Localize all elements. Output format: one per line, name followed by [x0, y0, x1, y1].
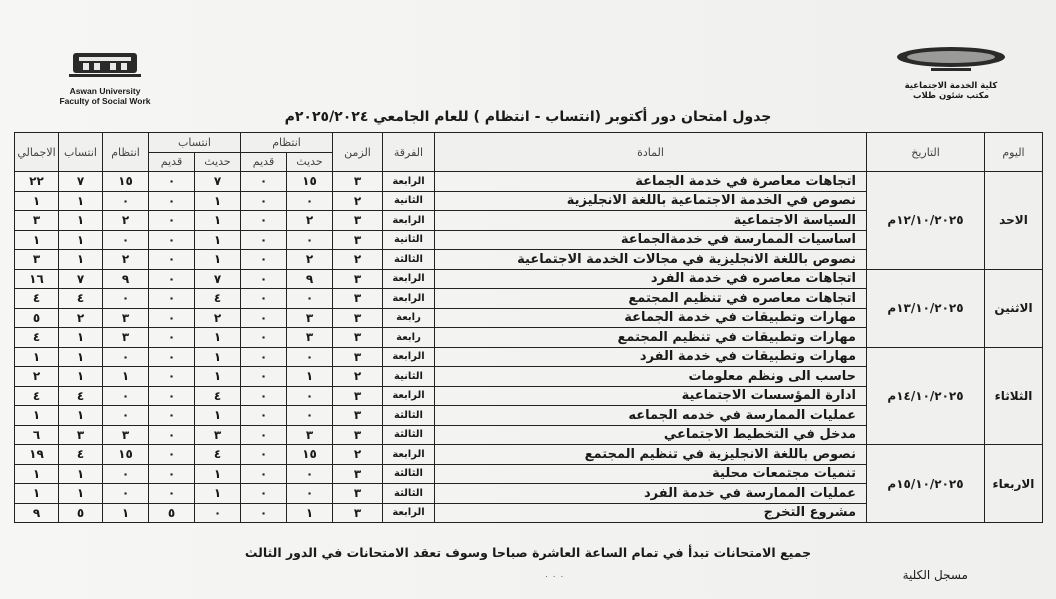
- subject-cell: مهارات وتطبيقات في تنظيم المجتمع: [435, 328, 867, 348]
- affiliated-total-cell: ١: [59, 250, 103, 270]
- affiliated-total-cell: ١: [59, 347, 103, 367]
- subject-cell: نصوص في الخدمة الاجتماعية باللغة الانجليزية: [435, 191, 867, 211]
- time-cell: ٣: [333, 230, 383, 250]
- faint-text: . . .: [545, 570, 565, 580]
- affiliated-new-cell: ١: [195, 406, 241, 426]
- regular-new-cell: ٠: [287, 386, 333, 406]
- time-cell: ٣: [333, 386, 383, 406]
- subject-cell: مشروع التخرج: [435, 503, 867, 523]
- regular-total-cell: ٠: [103, 191, 149, 211]
- grand-total-cell: ١: [15, 464, 59, 484]
- affiliated-new-cell: ٧: [195, 269, 241, 289]
- affiliated-total-cell: ٤: [59, 386, 103, 406]
- regular-old-cell: ٠: [241, 172, 287, 192]
- affiliated-old-cell: ٠: [149, 308, 195, 328]
- subject-cell: نصوص باللغة الانجليزية في تنظيم المجتمع: [435, 445, 867, 465]
- regular-new-cell: ٢: [287, 250, 333, 270]
- regular-new-cell: ٠: [287, 230, 333, 250]
- col-affiliated-new: حديث: [195, 152, 241, 172]
- year-cell: الرابعة: [383, 445, 435, 465]
- affiliated-old-cell: ٠: [149, 230, 195, 250]
- grand-total-cell: ٤: [15, 386, 59, 406]
- affiliated-total-cell: ١: [59, 464, 103, 484]
- subject-cell: اتجاهات معاصره في تنظيم المجتمع: [435, 289, 867, 309]
- regular-old-cell: ٠: [241, 289, 287, 309]
- grand-total-cell: ٣: [15, 250, 59, 270]
- date-cell: ١٥/١٠/٢٠٢٥م: [867, 445, 985, 523]
- affiliated-old-cell: ٠: [149, 191, 195, 211]
- year-cell: الرابعة: [383, 211, 435, 231]
- affiliated-new-cell: ٢: [195, 308, 241, 328]
- subject-cell: مهارات وتطبيقات في خدمة الجماعة: [435, 308, 867, 328]
- day-cell: الاثنين: [985, 269, 1043, 347]
- affiliated-total-cell: ١: [59, 406, 103, 426]
- regular-total-cell: ٣: [103, 308, 149, 328]
- affiliated-new-cell: ١: [195, 484, 241, 504]
- time-cell: ٢: [333, 445, 383, 465]
- regular-old-cell: ٠: [241, 269, 287, 289]
- regular-total-cell: ١: [103, 367, 149, 387]
- regular-new-cell: ٠: [287, 191, 333, 211]
- regular-new-cell: ٠: [287, 289, 333, 309]
- grand-total-cell: ٢٢: [15, 172, 59, 192]
- affiliated-total-cell: ٧: [59, 269, 103, 289]
- subject-cell: مهارات وتطبيقات في خدمة الفرد: [435, 347, 867, 367]
- affiliated-old-cell: ٠: [149, 211, 195, 231]
- subject-cell: نصوص باللغة الانجليزية في مجالات الخدمة الاجتماعية: [435, 250, 867, 270]
- year-cell: الرابعة: [383, 347, 435, 367]
- col-affiliated-old: قديم: [149, 152, 195, 172]
- regular-new-cell: ٠: [287, 347, 333, 367]
- time-cell: ٢: [333, 191, 383, 211]
- grand-total-cell: ١: [15, 347, 59, 367]
- year-cell: الثانية: [383, 230, 435, 250]
- affiliated-total-cell: ١: [59, 367, 103, 387]
- affiliated-new-cell: ٤: [195, 289, 241, 309]
- regular-total-cell: ٠: [103, 484, 149, 504]
- affiliated-old-cell: ٠: [149, 386, 195, 406]
- affiliated-new-cell: ٣: [195, 425, 241, 445]
- year-cell: رابعة: [383, 328, 435, 348]
- office-name-ar: مكتب شئون طلاب: [912, 91, 989, 101]
- grand-total-cell: ١٩: [15, 445, 59, 465]
- affiliated-new-cell: ١: [195, 191, 241, 211]
- time-cell: ٣: [333, 484, 383, 504]
- time-cell: ٣: [333, 269, 383, 289]
- table-row: [15, 347, 1043, 367]
- header-row: [15, 133, 1043, 153]
- day-cell: الثلاثاء: [985, 347, 1043, 445]
- date-cell: ١٢/١٠/٢٠٢٥م: [867, 172, 985, 270]
- subject-cell: حاسب الى ونظم معلومات: [435, 367, 867, 387]
- time-cell: ٣: [333, 328, 383, 348]
- faculty-name-ar: كلية الخدمة الاجتماعية: [904, 81, 998, 91]
- exam-schedule-table: [14, 132, 1043, 523]
- year-cell: الثالثة: [383, 464, 435, 484]
- faculty-name: Faculty of Social Work: [59, 96, 151, 106]
- exam-time-note: جميع الامتحانات تبدأ في تمام الساعة العاشرة صباحا وسوف تعقد الامتحانات في الدور الثالث: [244, 545, 812, 560]
- subject-cell: اتجاهات معاصرة في خدمة الجماعة: [435, 172, 867, 192]
- grand-total-cell: ١: [15, 191, 59, 211]
- year-cell: الثالثة: [383, 425, 435, 445]
- regular-new-cell: ٠: [287, 406, 333, 426]
- grand-total-cell: ٥: [15, 308, 59, 328]
- year-cell: الرابعة: [383, 289, 435, 309]
- affiliated-old-cell: ٠: [149, 464, 195, 484]
- table-row: [15, 172, 1043, 192]
- regular-new-cell: ٣: [287, 308, 333, 328]
- regular-total-cell: ٠: [103, 386, 149, 406]
- regular-total-cell: ٢: [103, 211, 149, 231]
- time-cell: ٣: [333, 464, 383, 484]
- col-date: التاريخ: [867, 133, 985, 172]
- day-cell: الاربعاء: [985, 445, 1043, 523]
- date-cell: ١٤/١٠/٢٠٢٥م: [867, 347, 985, 445]
- regular-total-cell: ٠: [103, 230, 149, 250]
- subject-cell: اساسيات الممارسة في خدمةالجماعة: [435, 230, 867, 250]
- regular-total-cell: ١٥: [103, 445, 149, 465]
- year-cell: الثالثة: [383, 484, 435, 504]
- aswan-university-logo-icon: [67, 50, 143, 78]
- affiliated-total-cell: ٤: [59, 445, 103, 465]
- regular-old-cell: ٠: [241, 425, 287, 445]
- regular-old-cell: ٠: [241, 484, 287, 504]
- affiliated-old-cell: ٠: [149, 484, 195, 504]
- grand-total-cell: ٩: [15, 503, 59, 523]
- date-cell: ١٣/١٠/٢٠٢٥م: [867, 269, 985, 347]
- col-regular-old: قديم: [241, 152, 287, 172]
- regular-total-cell: ٣: [103, 425, 149, 445]
- year-cell: الثالثة: [383, 406, 435, 426]
- col-grand-total: الاجمالي: [15, 133, 59, 172]
- regular-old-cell: ٠: [241, 211, 287, 231]
- affiliated-total-cell: ١: [59, 191, 103, 211]
- affiliated-new-cell: ٤: [195, 386, 241, 406]
- regular-old-cell: ٠: [241, 503, 287, 523]
- grand-total-cell: ١: [15, 230, 59, 250]
- col-aff-total: انتساب: [59, 133, 103, 172]
- affiliated-old-cell: ٠: [149, 172, 195, 192]
- time-cell: ٣: [333, 425, 383, 445]
- affiliated-old-cell: ٠: [149, 367, 195, 387]
- affiliated-old-cell: ٠: [149, 406, 195, 426]
- year-cell: الثالثة: [383, 250, 435, 270]
- time-cell: ٣: [333, 211, 383, 231]
- regular-total-cell: ٠: [103, 289, 149, 309]
- page-title: جدول امتحان دور أكتوبر (انتساب - انتظام ) للعام الجامعي ٢٠٢٥/٢٠٢٤م: [284, 109, 772, 125]
- col-subject: المادة: [435, 133, 867, 172]
- day-cell: الاحد: [985, 172, 1043, 270]
- time-cell: ٣: [333, 347, 383, 367]
- year-cell: الرابعة: [383, 269, 435, 289]
- regular-total-cell: ٠: [103, 464, 149, 484]
- affiliated-new-cell: ١: [195, 347, 241, 367]
- affiliated-total-cell: ١: [59, 328, 103, 348]
- affiliated-total-cell: ١: [59, 484, 103, 504]
- affiliated-new-cell: ٠: [195, 503, 241, 523]
- table-row: [15, 445, 1043, 465]
- regular-old-cell: ٠: [241, 367, 287, 387]
- affiliated-total-cell: ٤: [59, 289, 103, 309]
- regular-new-cell: ٣: [287, 328, 333, 348]
- affiliated-old-cell: ٠: [149, 347, 195, 367]
- year-cell: الرابعة: [383, 503, 435, 523]
- affiliated-total-cell: ٣: [59, 425, 103, 445]
- regular-new-cell: ٠: [287, 484, 333, 504]
- grand-total-cell: ١: [15, 406, 59, 426]
- regular-new-cell: ١٥: [287, 172, 333, 192]
- year-cell: الرابعة: [383, 386, 435, 406]
- affiliated-total-cell: ٥: [59, 503, 103, 523]
- year-cell: الثانية: [383, 191, 435, 211]
- regular-old-cell: ٠: [241, 250, 287, 270]
- regular-old-cell: ٠: [241, 230, 287, 250]
- time-cell: ٢: [333, 367, 383, 387]
- regular-old-cell: ٠: [241, 386, 287, 406]
- affiliated-old-cell: ٠: [149, 425, 195, 445]
- registrar-signature-label: مسجل الكلية: [902, 568, 968, 582]
- col-time: الزمن: [333, 133, 383, 172]
- affiliated-new-cell: ٤: [195, 445, 241, 465]
- year-cell: رابعة: [383, 308, 435, 328]
- regular-old-cell: ٠: [241, 464, 287, 484]
- affiliated-old-cell: ٠: [149, 250, 195, 270]
- subject-cell: السياسة الاجتماعية: [435, 211, 867, 231]
- time-cell: ٣: [333, 503, 383, 523]
- affiliated-total-cell: ٧: [59, 172, 103, 192]
- col-regular: انتظام: [241, 133, 333, 153]
- table-row: [15, 269, 1043, 289]
- regular-old-cell: ٠: [241, 406, 287, 426]
- affiliated-total-cell: ٢: [59, 308, 103, 328]
- faculty-emblem-icon: [891, 44, 1011, 74]
- affiliated-new-cell: ١: [195, 367, 241, 387]
- regular-old-cell: ٠: [241, 328, 287, 348]
- affiliated-old-cell: ٠: [149, 289, 195, 309]
- affiliated-new-cell: ١: [195, 328, 241, 348]
- regular-total-cell: ١: [103, 503, 149, 523]
- grand-total-cell: ٤: [15, 289, 59, 309]
- regular-total-cell: ١٥: [103, 172, 149, 192]
- affiliated-new-cell: ٧: [195, 172, 241, 192]
- regular-old-cell: ٠: [241, 191, 287, 211]
- time-cell: ٢: [333, 250, 383, 270]
- grand-total-cell: ١٦: [15, 269, 59, 289]
- col-affiliated: انتساب: [149, 133, 241, 153]
- subject-cell: اتجاهات معاصره في خدمة الفرد: [435, 269, 867, 289]
- regular-old-cell: ٠: [241, 308, 287, 328]
- regular-old-cell: ٠: [241, 347, 287, 367]
- regular-new-cell: ١٥: [287, 445, 333, 465]
- time-cell: ٣: [333, 308, 383, 328]
- year-cell: الرابعة: [383, 172, 435, 192]
- regular-total-cell: ٠: [103, 406, 149, 426]
- regular-total-cell: ٩: [103, 269, 149, 289]
- affiliated-old-cell: ٠: [149, 445, 195, 465]
- year-cell: الثانية: [383, 367, 435, 387]
- regular-total-cell: ٢: [103, 250, 149, 270]
- regular-old-cell: ٠: [241, 445, 287, 465]
- time-cell: ٣: [333, 406, 383, 426]
- faculty-logo: [886, 44, 1016, 101]
- regular-new-cell: ٩: [287, 269, 333, 289]
- col-day: اليوم: [985, 133, 1043, 172]
- grand-total-cell: ٤: [15, 328, 59, 348]
- affiliated-new-cell: ١: [195, 250, 241, 270]
- regular-total-cell: ٣: [103, 328, 149, 348]
- affiliated-new-cell: ١: [195, 230, 241, 250]
- grand-total-cell: ٦: [15, 425, 59, 445]
- col-year: الفرقة: [383, 133, 435, 172]
- grand-total-cell: ١: [15, 484, 59, 504]
- time-cell: ٣: [333, 289, 383, 309]
- col-reg-total: انتظام: [103, 133, 149, 172]
- regular-new-cell: ١: [287, 367, 333, 387]
- subject-cell: عمليات الممارسة في خدمه الجماعه: [435, 406, 867, 426]
- affiliated-old-cell: ٠: [149, 269, 195, 289]
- affiliated-total-cell: ١: [59, 230, 103, 250]
- subject-cell: عمليات الممارسة في خدمة الفرد: [435, 484, 867, 504]
- regular-total-cell: ٠: [103, 347, 149, 367]
- affiliated-new-cell: ١: [195, 464, 241, 484]
- affiliated-old-cell: ٠: [149, 328, 195, 348]
- regular-new-cell: ٢: [287, 211, 333, 231]
- affiliated-old-cell: ٥: [149, 503, 195, 523]
- table-body: [15, 172, 1043, 523]
- subject-cell: تنميات مجتمعات محلية: [435, 464, 867, 484]
- affiliated-new-cell: ١: [195, 211, 241, 231]
- time-cell: ٣: [333, 172, 383, 192]
- regular-new-cell: ٣: [287, 425, 333, 445]
- regular-new-cell: ١: [287, 503, 333, 523]
- university-logo: [40, 50, 170, 106]
- grand-total-cell: ٣: [15, 211, 59, 231]
- affiliated-total-cell: ١: [59, 211, 103, 231]
- subject-cell: ادارة المؤسسات الاجتماعية: [435, 386, 867, 406]
- regular-new-cell: ٠: [287, 464, 333, 484]
- subject-cell: مدخل في التخطيط الاجتماعي: [435, 425, 867, 445]
- col-regular-new: حديث: [287, 152, 333, 172]
- university-name: Aswan University: [69, 86, 141, 96]
- grand-total-cell: ٢: [15, 367, 59, 387]
